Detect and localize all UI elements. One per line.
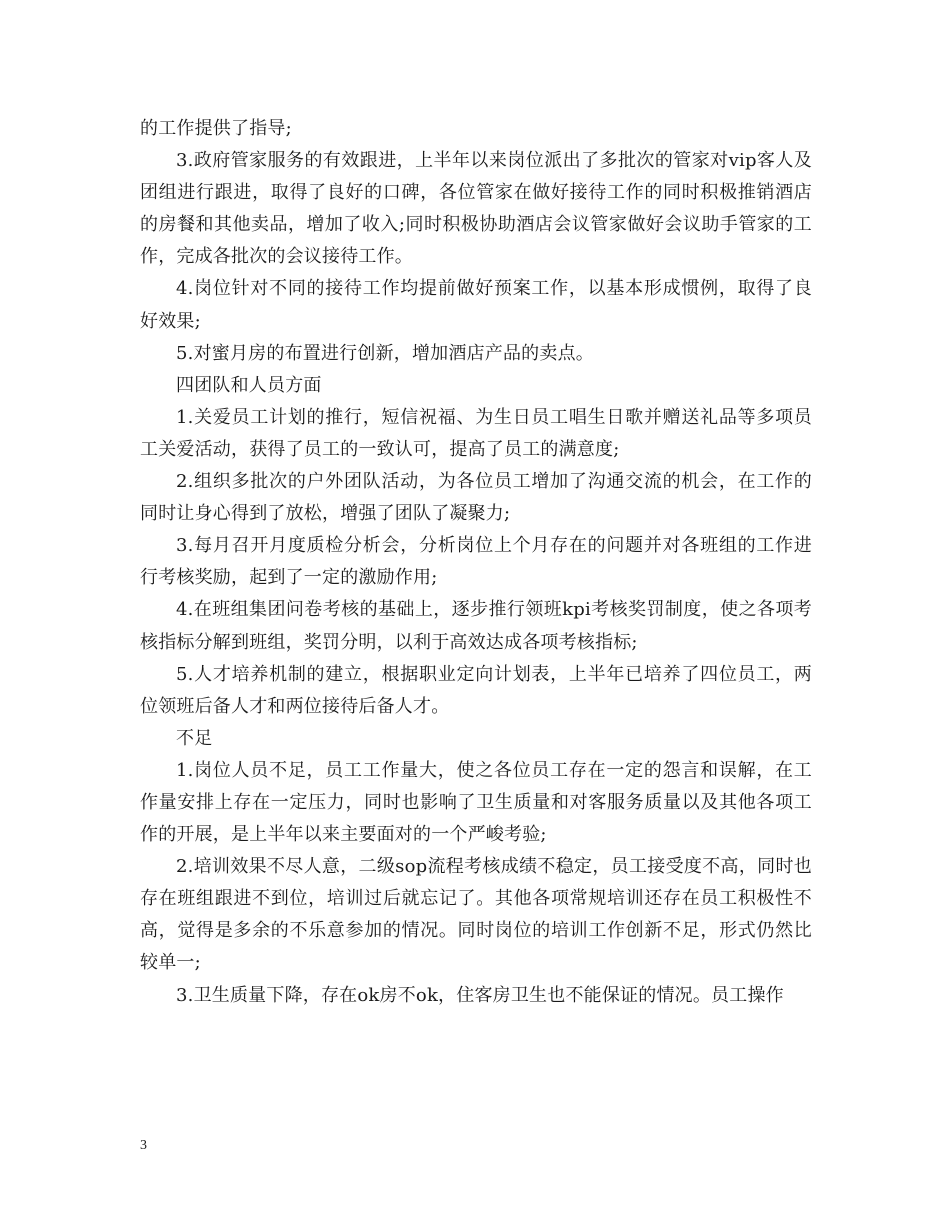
paragraph-item-3-butler-service: 3.政府管家服务的有效跟进，上半年以来岗位派出了多批次的管家对vip客人及团组进行跟进，取得了良好的口碑，各位管家在做好接待工作的同时积极推销酒店的房餐和其他卖品，增加了收入;同时积极协助酒店会议管家做好会议助手管家的工作，完成各批次的会议接待工作。 bbox=[140, 150, 812, 268]
section-heading-team-and-staff: 四团队和人员方面 bbox=[176, 374, 322, 396]
paragraph-item-4-contingency-plans: 4.岗位针对不同的接待工作均提前做好预案工作，以基本形成惯例，取得了良好效果; bbox=[140, 278, 812, 332]
paragraph-item-4-kpi-system: 4.在班组集团问卷考核的基础上，逐步推行领班kpi考核奖罚制度，使之各项考核指标分解到班组，奖罚分明，以利于高效达成各项考核指标; bbox=[140, 599, 812, 653]
paragraph-shortcoming-3-hygiene: 3.卫生质量下降，存在ok房不ok，住客房卫生也不能保证的情况。员工操作 bbox=[176, 984, 784, 1006]
paragraph-item-1-employee-care: 1.关爱员工计划的推行，短信祝福、为生日员工唱生日歌并赠送礼品等多项员工关爱活动，获得了员工的一致认可，提高了员工的满意度; bbox=[140, 406, 812, 460]
document-body bbox=[140, 113, 812, 1012]
paragraph-shortcoming-1-staffing: 1.岗位人员不足，员工工作量大，使之各位员工存在一定的怨言和误解，在工作量安排上存在一定压力，同时也影响了卫生质量和对客服务质量以及其他各项工作的开展，是上半年以来主要面对的一个严峻考验; bbox=[140, 759, 812, 846]
paragraph-continuation: 的工作提供了指导; bbox=[140, 118, 292, 139]
paragraph-item-5-honeymoon-room: 5.对蜜月房的布置进行创新，增加酒店产品的卖点。 bbox=[176, 342, 594, 364]
paragraph-item-5-talent-training: 5.人才培养机制的建立，根据职业定向计划表，上半年已培养了四位员工，两位领班后备人才和两位接待后备人才。 bbox=[140, 663, 812, 717]
paragraph-shortcoming-2-training: 2.培训效果不尽人意，二级sop流程考核成绩不稳定，员工接受度不高，同时也存在班组跟进不到位，培训过后就忘记了。其他各项常规培训还存在员工积极性不高，觉得是多余的不乐意参加的情况。同时岗位的培训工作创新不足，形式仍然比较单一; bbox=[140, 856, 812, 974]
section-heading-shortcomings: 不足 bbox=[176, 727, 213, 749]
page-number: 3 bbox=[140, 1138, 147, 1153]
paragraph-item-3-quality-meeting: 3.每月召开月度质检分析会，分析岗位上个月存在的问题并对各班组的工作进行考核奖励，起到了一定的激励作用; bbox=[140, 535, 812, 589]
paragraph-item-2-team-activities: 2.组织多批次的户外团队活动，为各位员工增加了沟通交流的机会，在工作的同时让身心得到了放松，增强了团队了凝聚力; bbox=[140, 471, 812, 525]
